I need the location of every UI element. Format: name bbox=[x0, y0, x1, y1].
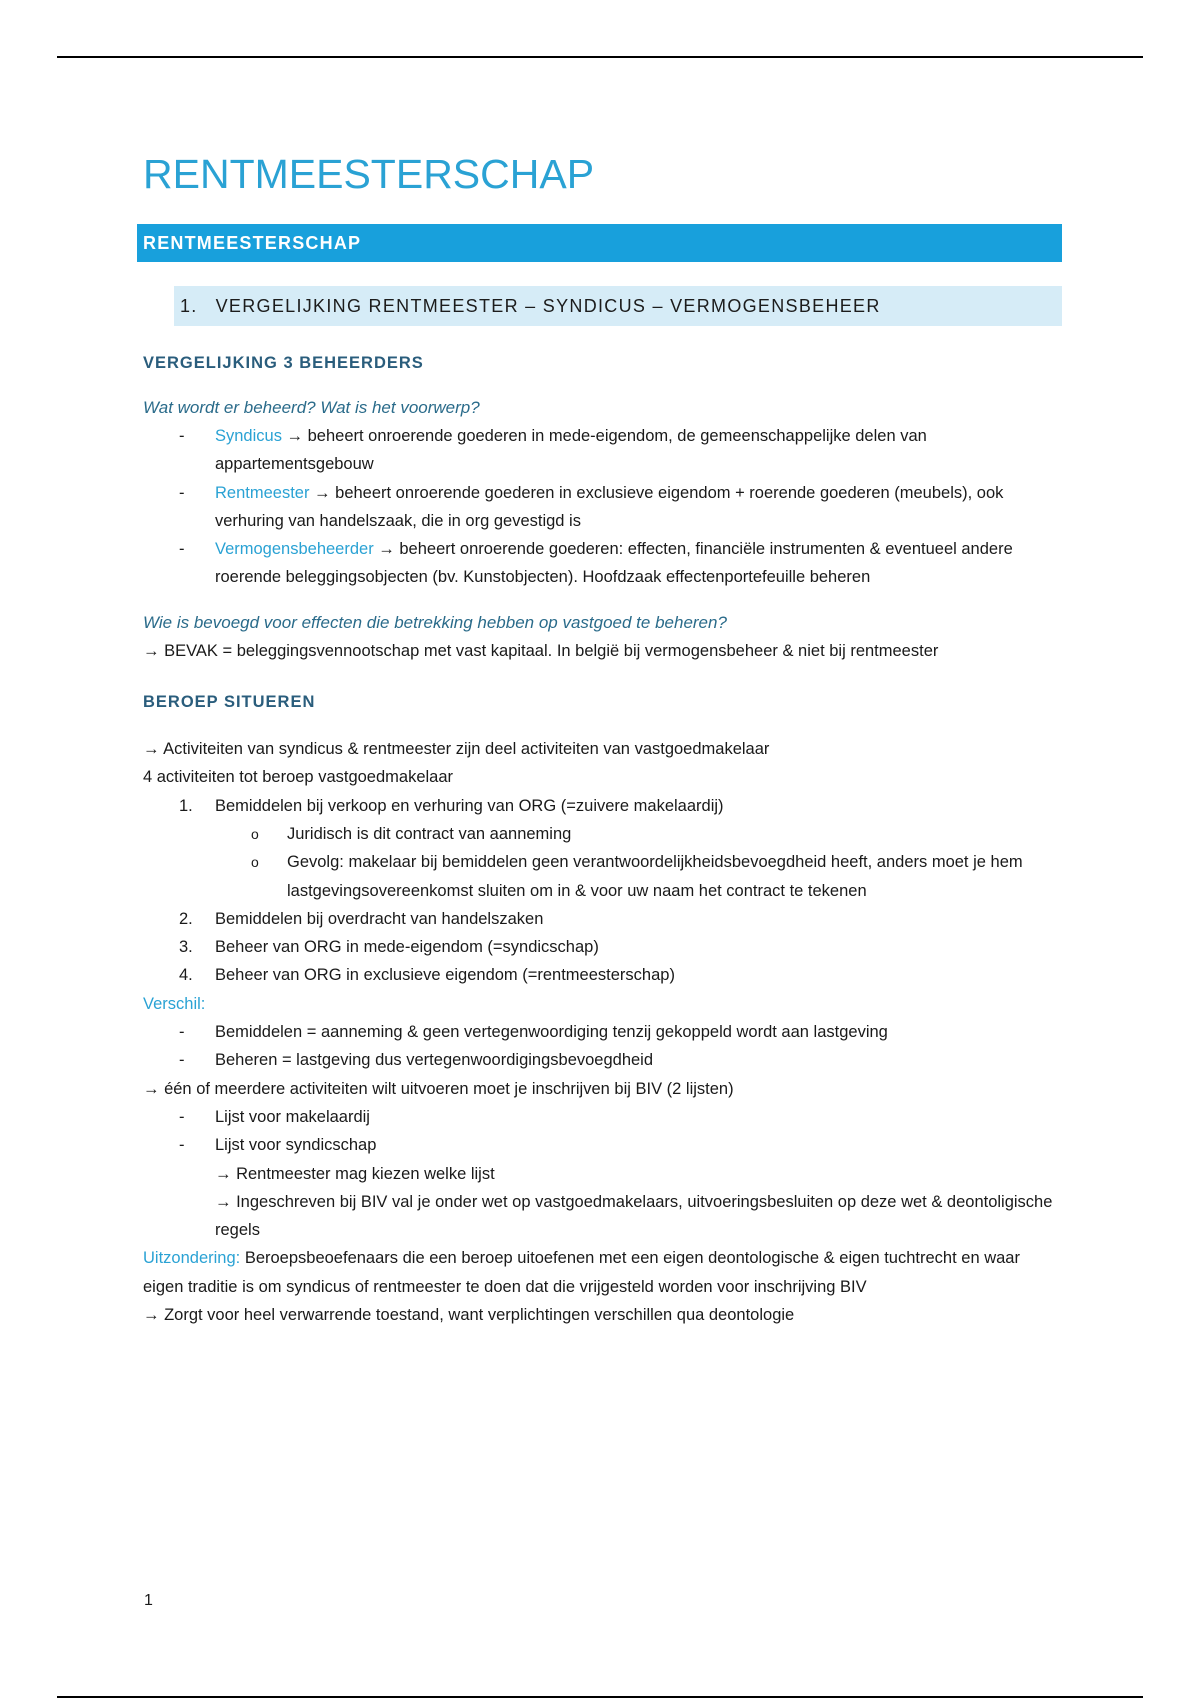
page-number: 1 bbox=[144, 1592, 153, 1609]
list-item: o Gevolg: makelaar bij bemiddelen geen verantwoordelijkheidsbevoegdheid heeft, anders moet je hem lastgevingsovereenkomst sluiten om in & voor uw naam het contract te tekenen bbox=[215, 848, 1063, 905]
section-heading-beroep: BEROEP SITUEREN bbox=[143, 693, 316, 712]
term-syndicus: Syndicus bbox=[215, 427, 282, 445]
verschil-list bbox=[143, 1018, 1063, 1075]
verschil-label: Verschil: bbox=[143, 994, 206, 1013]
lists-sub-line-2: → Ingeschreven bij BIV val je onder wet op vastgoedmakelaars, uitvoeringsbesluiten op deze wet & deontoligische regels bbox=[215, 1192, 1053, 1240]
bottom-rule bbox=[57, 1696, 1143, 1698]
register-line: → één of meerdere activiteiten wilt uitvoeren moet je inschrijven bij BIV (2 lijsten) bbox=[143, 1079, 734, 1098]
list-item: - Vermogensbeheerder → beheert onroerende goederen: effecten, financiële instrumenten & eventueel andere roerende beleggingsobjecten (bv. Kunstobjecten). Hoofdzaak effectenportefeuille beheren bbox=[143, 535, 1063, 592]
list-item: - Lijst voor syndicschap bbox=[143, 1131, 1063, 1159]
question-bevoegd: Wie is bevoegd voor effecten die betrekking hebben op vastgoed te beheren? bbox=[143, 612, 727, 632]
heading-2-number: 1. bbox=[180, 295, 198, 316]
exception-paragraph: Uitzondering: Beroepsbeoefenaars die een beroep uitoefenen met een eigen deontologische & eigen tuchtrecht en waar eigen traditie is om syndicus of rentmeester te doen dat die vrijgesteld worden voor inschrijving BIV bbox=[143, 1249, 1020, 1296]
exception-label: Uitzondering: bbox=[143, 1249, 241, 1268]
document-body bbox=[143, 150, 1063, 1329]
list-item: - Syndicus → beheert onroerende goederen in mede-eigendom, de gemeenschappelijke delen van appartementsgebouw bbox=[143, 422, 1063, 479]
activity-sub-list bbox=[143, 820, 1063, 905]
list-item: - Bemiddelen = aanneming & geen vertegenwoordiging tenzij gekoppeld wordt aan lastgeving bbox=[143, 1018, 1063, 1046]
list-item: 1. Bemiddelen bij verkoop en verhuring van ORG (=zuivere makelaardij) o Juridisch is dit contract van aanneming o Gevolg: makelaar bij bemiddelen geen verantwoordelijkheidsbevoegdheid heeft, anders moet je hem lastgevingsovereenkomst sluiten om in & voor uw naam het contract te tekenen bbox=[143, 792, 1063, 905]
list-item: 3. Beheer van ORG in mede-eigendom (=syndicschap) bbox=[179, 938, 599, 957]
intro-line-1: → Activiteiten van syndicus & rentmeester zijn deel activiteiten van vastgoedmakelaar bbox=[143, 740, 770, 759]
list-item: 4. Beheer van ORG in exclusieve eigendom (=rentmeesterschap) bbox=[179, 966, 675, 985]
document-title: RENTMEESTERSCHAP bbox=[143, 151, 595, 197]
lijsten-list bbox=[143, 1103, 1063, 1160]
list-item: o Juridisch is dit contract van aanneming bbox=[215, 820, 1063, 848]
lists-sub-line-1: → Rentmeester mag kiezen welke lijst bbox=[215, 1164, 495, 1183]
closing-line: → Zorgt voor heel verwarrende toestand, want verplichtingen verschillen qua deontologie bbox=[143, 1306, 795, 1325]
activities-list bbox=[143, 792, 1063, 990]
top-rule bbox=[57, 56, 1143, 58]
section-heading-beheerders: VERGELIJKING 3 BEHEERDERS bbox=[143, 354, 424, 372]
heading-1: RENTMEESTERSCHAP bbox=[137, 224, 1062, 262]
list-item: - Lijst voor makelaardij bbox=[143, 1103, 1063, 1131]
list-item: - Rentmeester → beheert onroerende goederen in exclusieve eigendom + roerende goederen (meubels), ook verhuring van handelszaak, die in org gevestigd is bbox=[143, 479, 1063, 536]
list-item: 2. Bemiddelen bij overdracht van handelszaken bbox=[179, 909, 544, 928]
beheerders-list bbox=[143, 422, 1063, 592]
heading-2-text: VERGELIJKING RENTMEESTER – SYNDICUS – VERMOGENSBEHEER bbox=[215, 295, 881, 316]
term-vermogensbeheerder: Vermogensbeheerder bbox=[215, 540, 374, 559]
heading-2 bbox=[174, 286, 1062, 326]
list-item: - Beheren = lastgeving dus vertegenwoordigingsbevoegdheid bbox=[143, 1046, 1063, 1074]
answer-bevak: → BEVAK = beleggingsvennootschap met vast kapitaal. In belgië bij vermogensbeheer & niet bij rentmeester bbox=[143, 641, 939, 660]
question-voorwerp: Wat wordt er beheerd? Wat is het voorwerp? bbox=[143, 398, 480, 417]
intro-line-2: 4 activiteiten tot beroep vastgoedmakelaar bbox=[143, 768, 454, 787]
term-rentmeester: Rentmeester bbox=[215, 483, 310, 502]
